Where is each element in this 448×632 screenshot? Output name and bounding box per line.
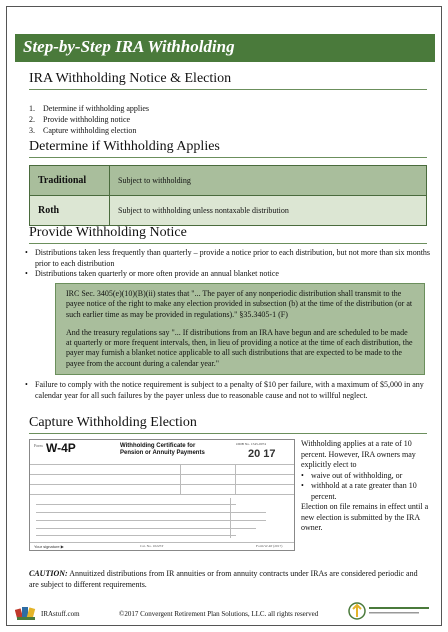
table-cell-rule: Subject to withholding (110, 166, 427, 196)
form-year: 20 17 (248, 448, 276, 460)
bullet-icon: • (25, 248, 28, 257)
steps-list (29, 103, 149, 136)
side-outro: Election on file remains in effect until a new election is submitted by the IRA owner. (301, 502, 429, 532)
bullet-icon: • (25, 269, 28, 278)
footer-copyright: ©2017 Convergent Retirement Plan Solutions, LLC. all rights reserved (119, 610, 319, 618)
list-item: • Failure to comply with the notice requirement is subject to a penalty of $10 per failure, with a maximum of $5,000 in any calendar year for all such failures by the payer unless due to reasonable cause and not to willful neglect. (25, 380, 424, 400)
list-item: • Distributions taken less frequently than quarterly – provide a notice prior to each distribution, but not more than six months prior to each distribution (25, 248, 431, 268)
bullet-icon: • (301, 470, 304, 480)
heading-rule (29, 243, 427, 244)
list-item: • waive out of withholding, or (301, 470, 403, 480)
step-item: 2. Provide withholding notice (29, 115, 131, 124)
caution-label: CAUTION: (29, 569, 68, 578)
capture-heading: Capture Withholding Election (29, 415, 197, 430)
heading-rule (29, 433, 427, 434)
heading-rule (29, 89, 427, 90)
bullet-icon: • (301, 481, 304, 490)
page-title: Step-by-Step IRA Withholding (23, 37, 235, 56)
heading-rule (29, 157, 427, 158)
quote-paragraph: And the treasury regulations say "... If distributions from an IRA have begun and are scheduled to be made at quarterly or more frequent intervals, then, in lieu of providing a notice at the time of each distribution, the payer may furnish a blanket notice applicable to all such distributions that are expected to be made to the payee from the account during a calendar year." (66, 327, 413, 368)
form-cat: Cat. No. 10225T (140, 544, 164, 548)
page (6, 6, 442, 626)
table-cell-rule: Subject to withholding unless nontaxable distribution (110, 196, 427, 226)
bullet-icon: • (25, 380, 28, 389)
notice-heading: IRA Withholding Notice & Election (29, 71, 232, 86)
table-cell-type: Traditional (30, 166, 110, 196)
table-row (30, 166, 427, 196)
w4p-form-image: Form W-4P Withholding Certificate for Pension or Annuity Payments OMB No. 1545-0074 20 17 Your signature ▶ Cat. No. 10225T Form W-4P (2017) (29, 439, 295, 551)
determine-heading: Determine if Withholding Applies (29, 139, 220, 154)
form-footer: Form W-4P (2017) (256, 544, 283, 548)
form-title: Pension or Annuity Payments (120, 450, 205, 456)
withholding-table (29, 165, 427, 226)
irastuff-logo-icon (15, 603, 37, 626)
quote-paragraph: IRC Sec. 3405(e)(10)(B)(ii) states that "... The payer of any nonperiodic distribution shall transmit to the payee notice of the right to make any election provided in subsection (b) at the time of the distribution (or at such earlier time as may be provided in regulations)." §35.3405-1 (F) (66, 289, 413, 319)
caution-note: CAUTION: Annuitized distributions from IR annuities or from annuity contracts under IRAs are considered periodic and are subject to different requirements. (29, 569, 418, 589)
convergent-logo-icon (347, 601, 437, 626)
table-cell-type: Roth (30, 196, 110, 226)
form-title: Withholding Certificate for (120, 443, 196, 449)
list-item: • Distributions taken quarterly or more often provide an annual blanket notice (25, 269, 279, 278)
step-item: 3. Capture withholding election (29, 126, 137, 135)
step-item: 1. Determine if withholding applies (29, 104, 149, 113)
title-banner (15, 34, 435, 62)
regulation-quote (55, 283, 425, 375)
form-name: W-4P (46, 441, 76, 455)
footer-site-link[interactable]: IRAstuff.com (41, 610, 80, 618)
election-notes (301, 439, 431, 534)
side-intro: Withholding applies at a rate of 10 percent. However, IRA owners may explicitly elect to (301, 439, 416, 469)
table-row (30, 196, 427, 226)
form-omb: OMB No. 1545-0074 (236, 442, 267, 446)
list-item: • withhold at a rate greater than 10 percent. (301, 481, 417, 501)
provide-heading: Provide Withholding Notice (29, 225, 187, 240)
